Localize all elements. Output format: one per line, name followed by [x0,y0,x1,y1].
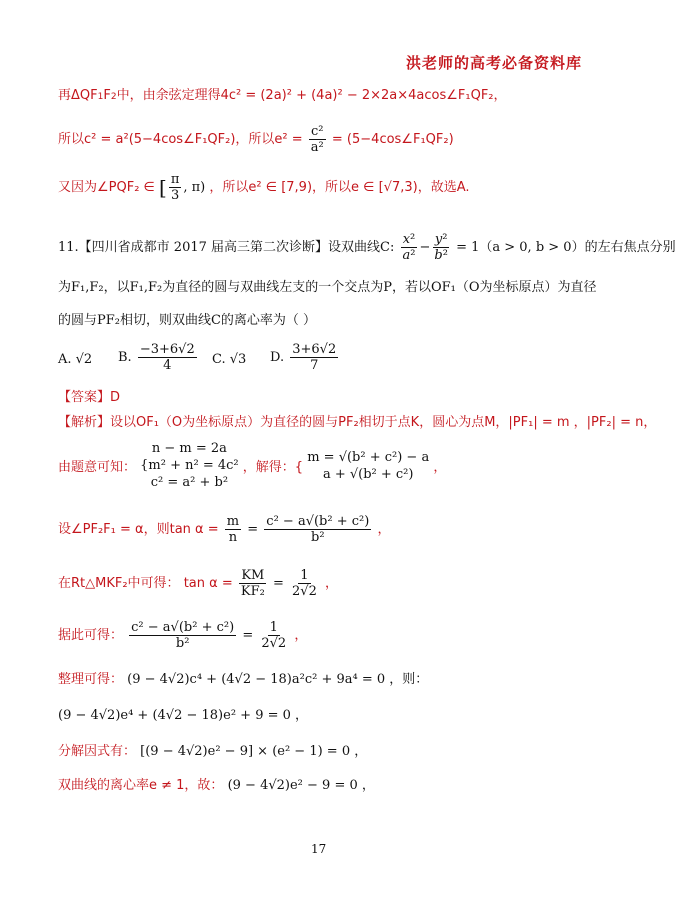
step3-f-num: KM [241,568,265,583]
step4-one-over-2root2 [259,620,288,651]
analysis-intro: 【解析】设以OF₁（O为坐标原点）为直径的圆与PF₂相切于点K，圆心为点M，|PF₁| = m ，|PF₂| = n， [58,415,657,430]
step4-f-num: c² − a√(b² + c²) [131,620,235,635]
question-11-line1: 11.【四川省成都市 2017 届高三第二次诊断】设双曲线C: $\frac{\text{x²}}{\text{a²}}$ − $\frac{\text{y²}}{\text{b²}}$ = 1（a > 0, b > 0）的左右焦点分别 [58,232,676,263]
step6-equation: (9 − 4√2)e⁴ + (4√2 − 18)e² + 9 = 0 ， [58,708,309,723]
step3-label: 在Rt△MKF₂中可得： tan α = [58,576,233,591]
option-d-num: 3+6√2 [292,342,337,357]
step4-f-den: b² [175,636,190,651]
step1-sol-eq2: a + √(b² + c²) [322,466,414,482]
step1-eq2: {m² + n² = 4c² [140,458,239,473]
step3-g-den: 2√2 [292,584,317,599]
step2-fraction [264,514,371,545]
angle-range-tail: ，所以e² ∈ [7,9)，所以e ∈ [√7,3)，故选A. [209,180,470,195]
brand-title: 洪老师的高考必备资料库 [405,54,582,72]
angle-range-line: 又因为∠PQF₂ ∈ [ $\frac{\pi}{3}$ , π) ，所以e² ∈ [7,9)，所以e ∈ [√7,3)，故选A. [58,172,470,203]
step5-equation: (9 − 4√2)c⁴ + (4√2 − 18)a²c² + 9a⁴ = 0 ，则： [127,672,429,687]
step2-mn-num: m [226,514,240,529]
option-d-label: D. [270,350,285,365]
step4-eq: = [242,628,254,643]
step1-eq3: c² = a² + b² [150,475,229,490]
step3-end: ， [324,576,338,591]
question-11-lead: 11.【四川省成都市 2017 届高三第二次诊断】设双曲线C: [58,240,395,255]
option-b-label: B. [118,350,132,365]
option-d [270,342,340,373]
step1-solve: ，解得：{ [242,460,304,475]
x2-a2-fraction: $\frac{\text{x²}}{\text{a²}}$ [402,232,416,263]
step8-label: 双曲线的离心率e ≠ 1，故： [58,778,224,793]
step3-line [58,568,338,599]
eccentricity-squared-line [58,124,454,155]
step3-km-over-kf2 [239,568,267,599]
step8-equation: (9 − 4√2)e² − 9 = 0 ， [227,778,375,793]
step5-label: 整理可得： [58,672,124,687]
e2-lead: 所以c² = a²(5−4cos∠F₁QF₂)，所以e² = [58,132,303,147]
option-b-fraction [138,342,197,373]
angle-range-lead: 又因为∠PQF₂ ∈ [58,180,155,195]
step1-label: 由题意可知： [58,460,137,475]
step4-line [58,620,307,651]
step4-end: ， [294,628,308,643]
step2-end: ， [377,522,391,537]
step7-line [58,740,367,759]
option-b-num: −3+6√2 [139,342,195,357]
step3-f-den: KF₂ [240,584,265,599]
cosine-law-line: 再ΔQF1F2中，由余弦定理得4c² = (2a)² + (4a)² − 2×2a×4acos∠F₁QF₂， [58,88,507,103]
option-b-den: 4 [163,358,172,373]
step1-eq1: n − m = 2a [151,441,227,456]
step5-line [58,668,428,687]
pi-over-3-fraction: $\frac{\pi}{3}$ [170,172,180,203]
step1-solution-system [307,449,429,483]
step7-label: 分解因式有： [58,744,137,759]
cosine-law-lead: 再ΔQF [58,88,98,103]
step2-label: 设∠PF₂F₁ = α，则tan α = [58,522,219,537]
step2-line [58,514,390,545]
step3-g-num: 1 [300,568,309,583]
step2-f-num: c² − a√(b² + c²) [266,514,370,529]
step3-eq: = [272,576,284,591]
step2-eq: = [247,522,259,537]
y2-b2-fraction: $\frac{\text{y²}}{\text{b²}}$ [434,232,448,263]
step2-f-den: b² [311,530,325,545]
option-c: C. √3 [212,352,247,367]
answer: 【答案】D [58,390,121,405]
e2-tail: = (5−4cos∠F₁QF₂) [331,132,454,147]
e2-frac-den: a² [310,140,324,155]
step4-g-den: 2√2 [261,636,287,651]
step1-system [58,440,446,491]
step2-m-over-n [225,514,241,545]
step1-end: ， [433,460,447,475]
step8-line [58,774,375,793]
step1-sol-eq1: m = √(b² + c²) − a [307,449,430,465]
question-11-line2: 为F₁,F₂，以F₁,F₂为直径的圆与双曲线左支的一个交点为P，若以OF₁（O为坐标原点）为直径 [58,280,597,295]
step3-one-over-2root2 [290,568,319,599]
cosine-law-text: 中，由余弦定理得4c² = (2a)² + (4a)² − 2×2a×4acos∠F₁QF₂， [116,88,507,103]
step7-equation: [(9 − 4√2)e² − 9] × (e² − 1) = 0 ， [140,744,368,759]
e2-fraction [309,124,326,155]
step4-g-num: 1 [269,620,278,635]
option-d-den: 7 [310,358,319,373]
option-b [118,342,199,373]
e2-frac-num: c² [311,124,324,139]
option-d-fraction [290,342,338,373]
question-11-line3: 的圆与PF₂相切，则双曲线C的离心率为（ ） [58,313,317,328]
question-11-cond: = 1（a > 0, b > 0）的左右焦点分别 [456,240,676,255]
option-a: A. √2 [58,352,93,367]
page-number: 17 [311,842,327,856]
step2-mn-den: n [228,530,238,545]
step4-fraction [129,620,236,651]
step1-given-system [140,440,238,491]
step4-label: 据此可得： [58,628,124,643]
